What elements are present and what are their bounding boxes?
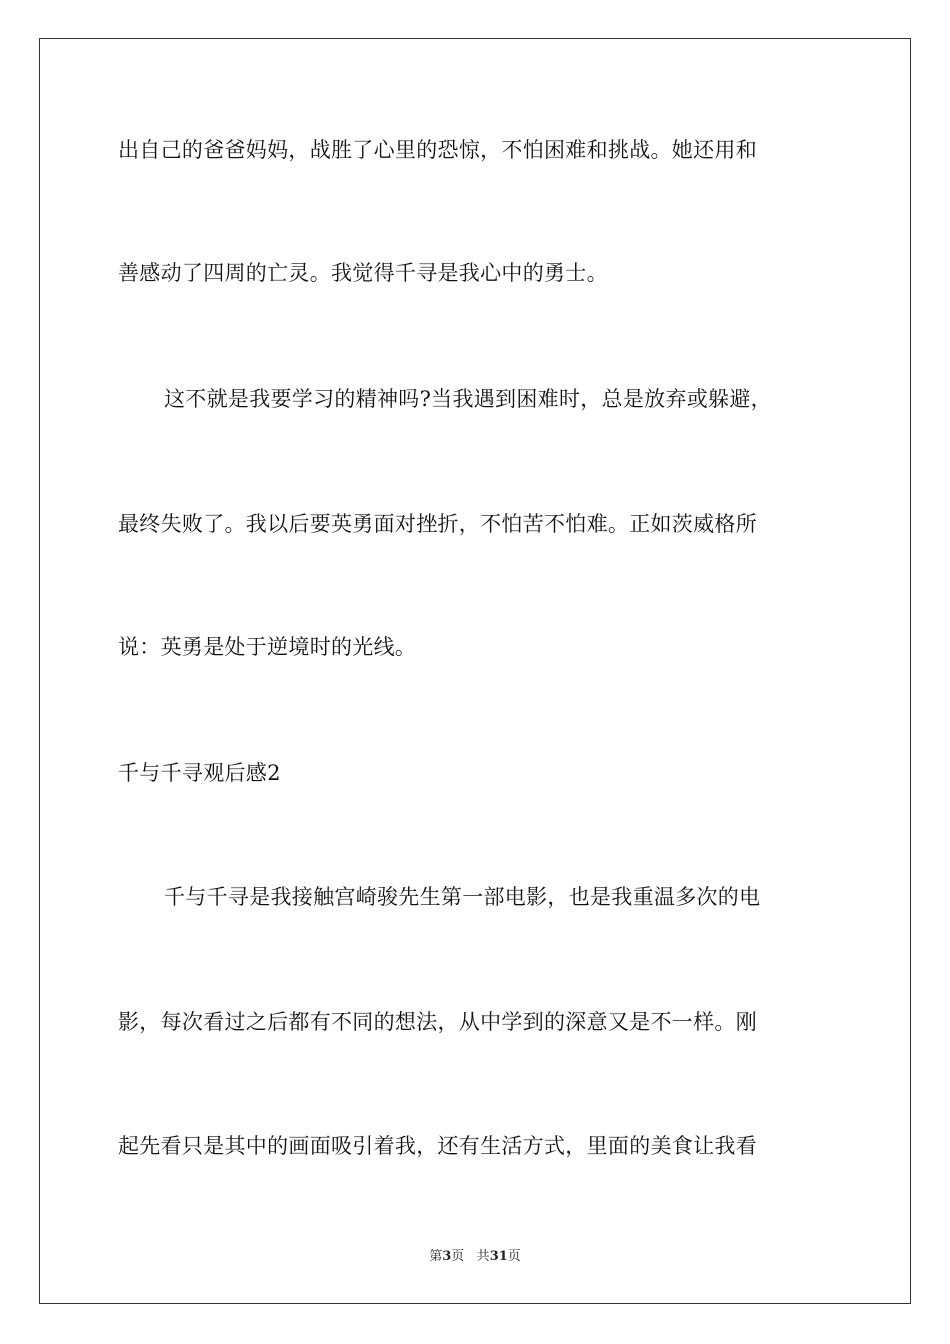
text-line: 说：英勇是处于逆境时的光线。	[118, 635, 417, 659]
section-heading: 千与千寻观后感2	[118, 761, 281, 785]
text-line: 影，每次看过之后都有不同的想法，从中学到的深意又是不一样。刚	[118, 1010, 757, 1034]
total-pages: 31	[489, 1249, 508, 1264]
total-suffix: 页	[507, 1249, 521, 1264]
page-suffix: 页	[451, 1249, 465, 1264]
page-border	[39, 38, 911, 1304]
text-line: 最终失败了。我以后要英勇面对挫折，不怕苦不怕难。正如茨威格所	[118, 512, 757, 536]
text-line: 出自己的爸爸妈妈，战胜了心里的恐惊，不怕困难和挑战。她还用和	[118, 138, 757, 162]
text-line: 这不就是我要学习的精神吗?当我遇到困难时，总是放弃或躲避，	[164, 387, 772, 411]
text-line: 善感动了四周的亡灵。我觉得千寻是我心中的勇士。	[118, 261, 608, 285]
text-line: 起先看只是其中的画面吸引着我，还有生活方式，里面的美食让我看	[118, 1134, 757, 1158]
page-prefix: 第	[429, 1249, 443, 1264]
text-line: 千与千寻是我接触宫崎骏先生第一部电影，也是我重温多次的电	[164, 885, 761, 909]
page-footer	[0, 1248, 950, 1266]
total-prefix: 共	[476, 1249, 490, 1264]
page-number: 3	[442, 1249, 452, 1264]
